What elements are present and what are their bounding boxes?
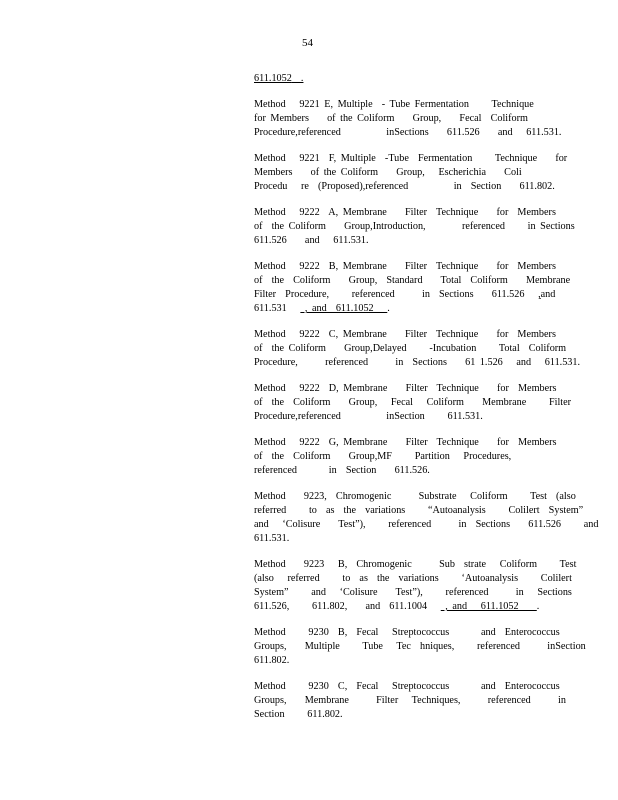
text-segment: Method 9222 D, Membrane Filter Technique for Members <box>254 383 557 394</box>
text-segment: Method 9222 B, Membrane Filter Technique for Members <box>254 261 556 272</box>
text-segment: Method 9221 F, Multiple -Tube Fermentation Technique for <box>254 153 568 164</box>
method-paragraph <box>254 98 562 140</box>
text-segment: Section 611.802. <box>254 709 343 720</box>
text-segment: Filter Procedure, referenced in Sections 611.526 <box>254 289 539 300</box>
method-paragraph <box>254 680 566 722</box>
text-line <box>254 464 544 478</box>
text-segment: Method 9222 A, Membrane Filter Technique for Members <box>254 207 556 218</box>
underlined-amendment-text: 611.1052 <box>254 73 292 84</box>
text-line <box>254 112 544 126</box>
text-line <box>254 694 566 708</box>
text-line <box>254 504 584 518</box>
text-line <box>254 220 575 234</box>
text-line <box>254 180 555 194</box>
text-line <box>254 410 544 424</box>
text-segment: of the Coliform Group, Standard Total Coliform Membrane <box>254 275 571 286</box>
text-segment: Procedure, referenced in Sections 61 1.526 and 611.531. <box>254 357 581 368</box>
text-line <box>254 450 544 464</box>
text-line <box>254 586 572 600</box>
text-segment: . <box>387 303 390 314</box>
text-segment: 611.531 <box>254 303 301 314</box>
text-line <box>254 680 560 694</box>
method-paragraph <box>254 436 557 478</box>
text-segment: Method 9230 C, Fecal Streptococcus and Enterococcus <box>254 681 560 692</box>
text-line <box>254 600 544 614</box>
text-line <box>254 532 544 546</box>
document-body <box>254 72 599 734</box>
text-segment: Groups, Multiple Tube Tec hniques, referenced inSection <box>254 641 586 652</box>
text-line <box>254 654 544 668</box>
text-segment: referred to as the variations “Autoanalysis Colilert System” <box>254 505 584 516</box>
text-segment: Method 9222 C, Membrane Filter Technique for Members <box>254 329 556 340</box>
text-segment: Method 9223 B, Chromogenic Sub strate Coliform Test <box>254 559 577 570</box>
method-paragraph <box>254 626 586 668</box>
text-line <box>254 626 560 640</box>
text-segment: System” and ‘Colisure Test”), referenced in Sections <box>254 587 572 598</box>
text-line <box>254 328 556 342</box>
text-segment: and <box>540 289 556 300</box>
text-line <box>254 342 567 356</box>
text-segment: 611.802. <box>254 655 290 666</box>
text-segment: Procedu re (Proposed),referenced in Section 611.802. <box>254 181 555 192</box>
text-line <box>254 490 576 504</box>
method-paragraph <box>254 206 575 248</box>
text-line <box>254 166 544 180</box>
text-segment: 611.531. <box>254 533 290 544</box>
text-line <box>254 436 557 450</box>
text-line <box>254 640 586 654</box>
text-segment: referenced in Section 611.526. <box>254 465 430 476</box>
text-segment: Method 9230 B, Fecal Streptococcus and Enterococcus <box>254 627 560 638</box>
method-paragraph <box>254 260 571 316</box>
method-paragraph <box>254 490 599 546</box>
text-segment: 611.526, 611.802, and 611.1004 <box>254 601 441 612</box>
text-segment: Procedure,referenced inSection 611.531. <box>254 411 483 422</box>
text-line <box>254 126 562 140</box>
text-line <box>254 382 557 396</box>
text-line <box>254 72 544 86</box>
method-paragraph <box>254 152 568 194</box>
text-line <box>254 274 571 288</box>
text-segment: Members of the Coliform Group, Escherichia Coli <box>254 167 522 178</box>
text-line <box>254 152 568 166</box>
text-line <box>254 260 556 274</box>
text-line <box>254 396 572 410</box>
page-number: 54 <box>302 37 313 49</box>
text-segment: 611.526 and 611.531. <box>254 235 369 246</box>
method-paragraph <box>254 328 581 370</box>
text-line <box>254 234 544 248</box>
text-line <box>254 708 544 722</box>
text-line <box>254 572 572 586</box>
section-reference <box>254 72 544 86</box>
text-segment: of the Coliform Group,Delayed -Incubation Total Coliform <box>254 343 567 354</box>
underlined-amendment-text: . <box>291 73 304 84</box>
text-line <box>254 302 544 316</box>
text-segment: Method 9223, Chromogenic Substrate Coliform Test (also <box>254 491 576 502</box>
text-segment: of the Coliform Group,MF Partition Procedures, <box>254 451 512 462</box>
text-line <box>254 206 556 220</box>
text-segment: and ‘Colisure Test”), referenced in Sections 611.526 and <box>254 519 599 530</box>
text-segment: Method 9222 G, Membrane Filter Technique for Members <box>254 437 557 448</box>
text-segment: . <box>536 601 540 612</box>
text-segment: Groups, Membrane Filter Techniques, referenced in <box>254 695 566 706</box>
text-segment: of the Coliform Group,Introduction, referenced in Sections <box>254 221 575 232</box>
text-segment: Procedure,referenced inSections 611.526 and 611.531. <box>254 127 562 138</box>
text-segment: for Members of the Coliform Group, Fecal Coliform <box>254 113 528 124</box>
text-segment: of the Coliform Group, Fecal Coliform Membrane Filter <box>254 397 572 408</box>
text-line <box>254 356 581 370</box>
underlined-amendment-text: , <box>538 289 541 300</box>
text-segment: (also referred to as the variations ‘Autoanalysis Colilert <box>254 573 572 584</box>
text-line <box>254 288 556 302</box>
underlined-amendment-text: , and 611.1052 <box>300 303 388 314</box>
text-line <box>254 518 599 532</box>
underlined-amendment-text: , and 611.1052 <box>440 601 537 612</box>
method-paragraph <box>254 382 572 424</box>
method-paragraph <box>254 558 577 614</box>
text-line <box>254 558 577 572</box>
text-segment: Method 9221 E, Multiple - Tube Fermentation Technique <box>254 99 534 110</box>
text-line <box>254 98 544 112</box>
